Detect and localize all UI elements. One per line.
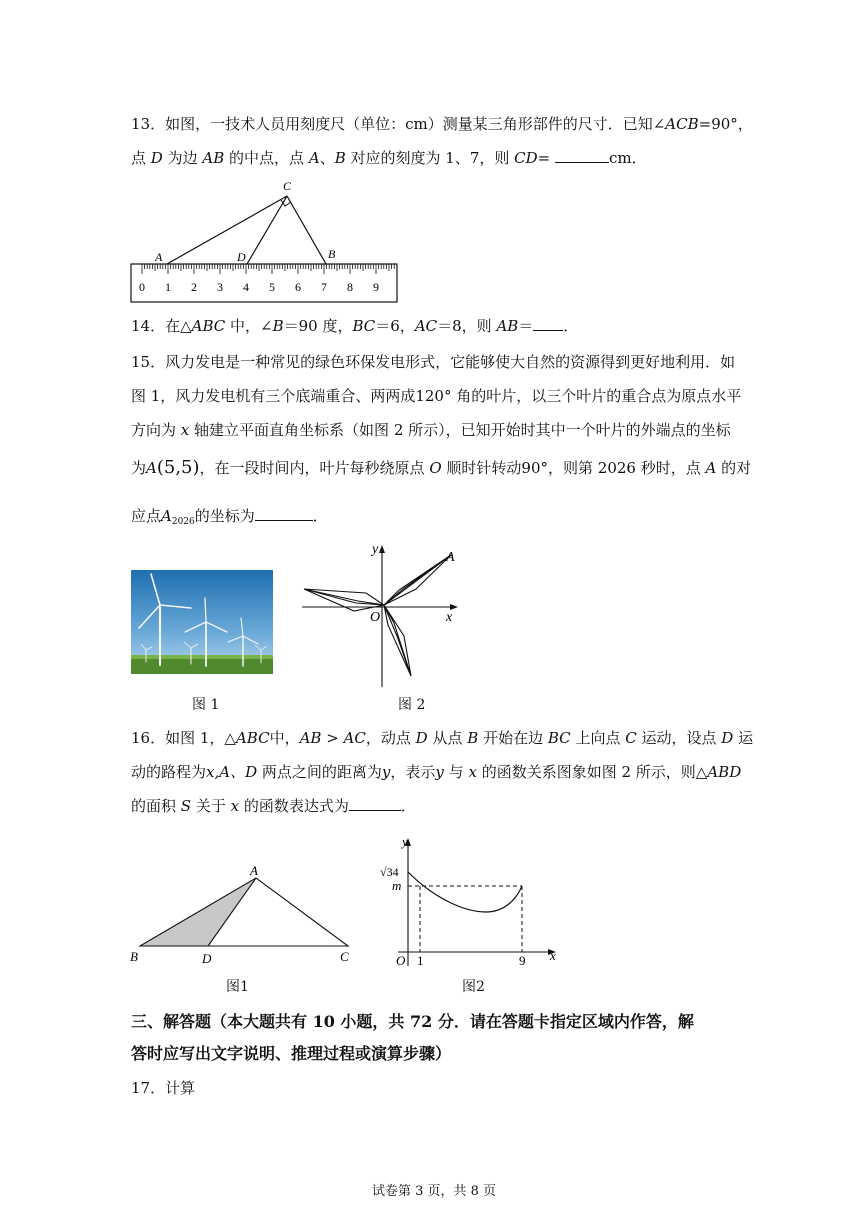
q15-line4: 为A(5,5)，在一段时间内，叶片每秒绕原点 O 顺时针转动90°，则第 2026 秒时，点 A 的对 bbox=[131, 457, 752, 478]
ruler-tick-label: 1 bbox=[165, 280, 171, 294]
q13-ruler-figure bbox=[125, 174, 410, 306]
segment-CD bbox=[247, 196, 287, 264]
label-B: B bbox=[328, 247, 336, 261]
q16-line1: 16．如图 1，△ABC中，AB > AC，动点 D 从点 B 开始在边 BC 上向点 C 运动，设点 D 运 bbox=[131, 729, 754, 747]
svg-text:B: B bbox=[130, 949, 138, 964]
label-D: D bbox=[237, 250, 246, 264]
label-C: C bbox=[283, 179, 292, 193]
q16-answer-blank bbox=[349, 796, 401, 811]
ruler-tick-label: 0 bbox=[139, 280, 145, 294]
q16-fig2-caption: 图2 bbox=[462, 979, 485, 995]
ruler-numbers bbox=[139, 280, 379, 294]
q14-line: 14．在△ABC 中，∠B＝90 度，BC＝6，AC＝8，则 AB＝ ． bbox=[131, 317, 579, 335]
q15-blade-figure bbox=[296, 541, 461, 689]
ruler-tick-label: 5 bbox=[269, 280, 275, 294]
ruler-ticks bbox=[142, 264, 394, 274]
ruler-tick-label: 6 bbox=[295, 280, 301, 294]
page-footer: 试卷第 3 页，共 8 页 bbox=[371, 1184, 497, 1199]
svg-text:x: x bbox=[446, 610, 453, 625]
ruler-tick-label: 4 bbox=[243, 280, 249, 294]
svg-text:9: 9 bbox=[519, 953, 526, 968]
svg-text:y: y bbox=[372, 542, 379, 557]
q15-fig1-caption: 图 1 bbox=[192, 697, 220, 713]
section3-heading-line1: 三、解答题（本大题共有 10 小题，共 72 分．请在答题卡指定区域内作答，解 bbox=[131, 1012, 694, 1031]
ruler-tick-label: 7 bbox=[321, 280, 327, 294]
ruler-tick-label: 3 bbox=[217, 280, 223, 294]
svg-text:A: A bbox=[446, 550, 455, 565]
svg-text:y: y bbox=[402, 834, 408, 849]
section3-heading-line2: 答时应写出文字说明、推理过程或演算步骤） bbox=[131, 1044, 452, 1063]
function-curve bbox=[408, 872, 522, 912]
q15-line2: 图 1，风力发电机有三个底端重合、两两成120° 角的叶片，以三个叶片的重合点为原点水平 bbox=[131, 387, 742, 405]
segment-AC bbox=[167, 196, 287, 264]
svg-text:√34: √34 bbox=[380, 865, 399, 879]
svg-text:m: m bbox=[392, 878, 402, 893]
q16-graph-figure bbox=[376, 830, 562, 970]
svg-text:O: O bbox=[396, 953, 406, 968]
wind-turbine-photo bbox=[131, 570, 273, 674]
svg-text:1: 1 bbox=[417, 953, 424, 968]
ruler-tick-label: 8 bbox=[347, 280, 353, 294]
ruler-tick-label: 9 bbox=[373, 280, 379, 294]
q15-fig2-caption: 图 2 bbox=[398, 697, 426, 713]
q15-answer-blank bbox=[255, 506, 313, 521]
q13-line2: 点 D 为边 AB 的中点，点 A、B 对应的刻度为 1、7，则 CD= cm． bbox=[131, 149, 647, 167]
q15-line5: 应点$A_{2026}$的坐标为 ． bbox=[131, 507, 328, 527]
svg-text:A: A bbox=[250, 863, 258, 878]
q15-line1: 15．风力发电是一种常见的绿色环保发电形式，它能够使大自然的资源得到更好地利用．如 bbox=[131, 353, 736, 371]
svg-text:D: D bbox=[202, 951, 212, 966]
label-A: A bbox=[155, 250, 163, 264]
q16-line3: 的面积 S 关于 x 的函数表达式为 ． bbox=[131, 797, 416, 815]
q13-answer-blank bbox=[555, 148, 609, 163]
q17-label: 17．计算 bbox=[131, 1079, 196, 1097]
q15-line3: 方向为 x 轴建立平面直角坐标系（如图 2 所示），已知开始时其中一个叶片的外端点的坐标 bbox=[131, 421, 731, 439]
q13-line1: 13．如图，一技术人员用刻度尺（单位：cm）测量某三角形部件的尺寸．已知∠ACB=90°， bbox=[131, 115, 753, 133]
q16-fig1-caption: 图1 bbox=[226, 979, 249, 995]
svg-text:x: x bbox=[550, 948, 556, 963]
segment-CB bbox=[287, 196, 326, 264]
q16-line2: 动的路程为x,A、D 两点之间的距离为y，表示y 与 x 的函数关系图象如图 2 所示，则△ABD bbox=[131, 763, 742, 781]
svg-text:C: C bbox=[340, 949, 349, 964]
q16-triangle-figure bbox=[126, 860, 358, 968]
q14-answer-blank bbox=[533, 316, 563, 331]
svg-text:O: O bbox=[370, 610, 381, 625]
ruler-tick-label: 2 bbox=[191, 280, 197, 294]
